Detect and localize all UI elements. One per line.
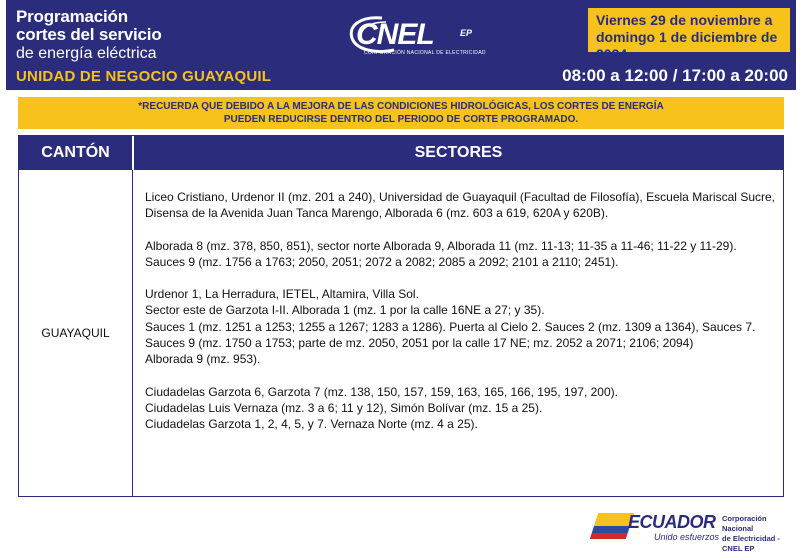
sector-line: Ciudadelas Luis Vernaza (mz. 3 a 6; 11 y 12), Simón Bolívar (mz. 15 a 25).: [145, 400, 543, 415]
sector-line: Alborada 8 (mz. 378, 850, 851), sector norte Alborada 9, Alborada 11 (mz. 11-13; 11-35 a 11-46; 11-22 y 11-29).: [145, 238, 737, 253]
table-header: [19, 136, 783, 170]
corporation-name: [722, 514, 794, 554]
notice-banner: [18, 97, 784, 129]
date-range-box: [588, 8, 790, 62]
ecuador-government-logo: [594, 510, 794, 553]
sector-line: Alborada 9 (mz. 953).: [145, 352, 261, 367]
column-header-canton: CANTÓN: [41, 144, 110, 161]
sector-line: Sector este de Garzota I-II. Alborada 1 (mz. 1 por la calle 16NE a 27; y 35).: [145, 303, 545, 318]
title-line-1: Programación: [16, 7, 128, 26]
sector-line: Urdenor 1, La Herradura, IETEL, Altamira, Villa Sol.: [145, 287, 419, 302]
sectors-cell: [145, 189, 775, 433]
outage-table: [18, 135, 784, 497]
sector-line: Sauces 9 (mz. 1750 a 1753; parte de mz. 2050, 2051 por la calle 17 NE; mz. 2052 a 2071; 2106; 2094): [145, 336, 694, 351]
sector-line: Liceo Cristiano, Urdenor II (mz. 201 a 240), Universidad de Guayaquil (Facultad de Filosofía), Escuela Mariscal Sucre, Disensa de la Avenida Juan Tanca Marengo, Alborada 6 (mz. 603 a 619, 620A y 620B).: [145, 190, 775, 221]
header-banner: [6, 0, 796, 90]
notice-line-2: PUEDEN REDUCIRSE DENTRO DEL PERIODO DE CORTE PROGRAMADO.: [223, 114, 579, 125]
title-line-2: cortes del servicio: [16, 25, 162, 44]
cnel-logo: [342, 12, 502, 62]
sector-line: Ciudadelas Garzota 1, 2, 4, 5, y 7. Vernaza Norte (mz. 4 a 25).: [145, 417, 478, 432]
time-range: 08:00 a 12:00 / 17:00 a 20:00: [562, 66, 788, 85]
title-line-3: de energía eléctrica: [16, 45, 157, 62]
corporation-line-1: Corporación Nacional: [722, 514, 767, 533]
sector-line: Ciudadelas Garzota 6, Garzota 7 (mz. 138, 150, 157, 159, 163, 165, 166, 195, 197, 200).: [145, 384, 618, 399]
ecuador-wordmark: ECUADOR: [628, 512, 716, 532]
column-divider: [132, 170, 133, 496]
title-block: [16, 8, 162, 63]
sector-line: Sauces 9 (mz. 1756 a 1763; 2050, 2051; 2072 a 2082; 2085 a 2092; 2101 a 2110; 2451).: [145, 254, 619, 269]
notice-line-1: *RECUERDA QUE DEBIDO A LA MEJORA DE LAS CONDICIONES HIDROLÓGICAS, LOS CORTES DE ENERGÍA: [138, 101, 664, 112]
date-line-2: domingo 1 de diciembre de 2024: [596, 29, 778, 62]
schedule-sheet: [6, 0, 796, 553]
canton-name: GUAYAQUIL: [41, 326, 110, 340]
logo-subtitle: CORPORACIÓN NACIONAL DE ELECTRICIDAD: [364, 50, 486, 56]
logo-suffix: EP: [460, 28, 473, 38]
logo-wordmark: CNEL: [356, 18, 434, 51]
sector-line: Sauces 1 (mz. 1251 a 1253; 1255 a 1267; 1283 a 1286). Puerta al Cielo 2. Sauces 2 (mz. 1309 a 1364), Sauces 7.: [145, 319, 756, 334]
date-line-1: Viernes 29 de noviembre a: [596, 12, 773, 28]
corporation-line-2: de Electricidad - CNEL EP: [722, 534, 780, 553]
ecuador-tagline: Unido esfuerzos: [654, 532, 720, 542]
column-header-sectores: SECTORES: [414, 144, 503, 161]
canton-cell: [19, 170, 132, 496]
business-unit-name: UNIDAD DE NEGOCIO GUAYAQUIL: [16, 68, 272, 85]
